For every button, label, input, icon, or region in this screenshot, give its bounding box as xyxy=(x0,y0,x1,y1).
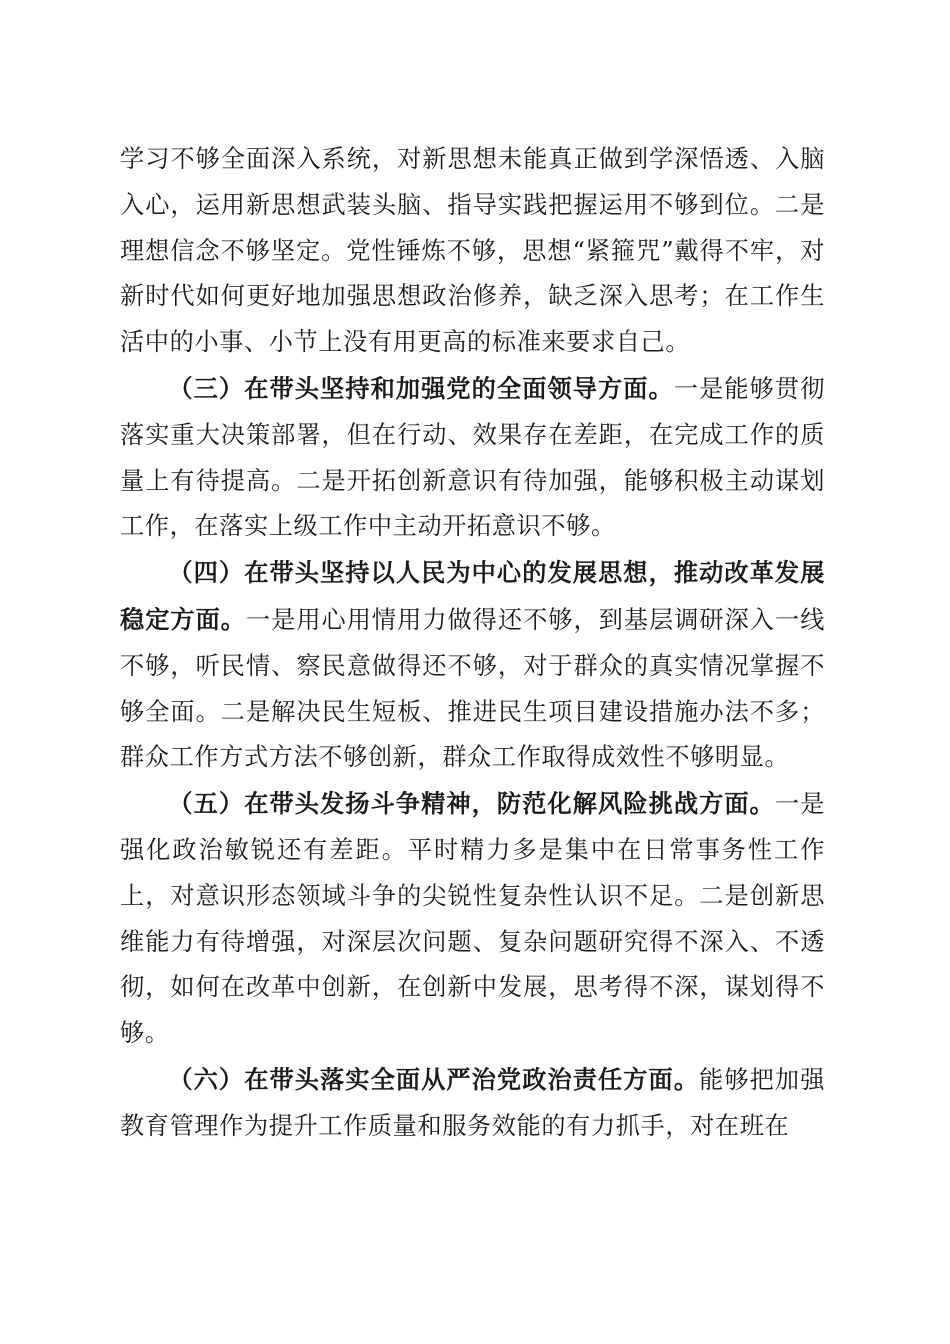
paragraph-party-governance xyxy=(120,1057,825,1150)
section-heading-4: （四）在带头坚持以人民为中心的发展思想，推动改革发展稳定方面。 xyxy=(120,558,825,634)
paragraph-body: 一是用心用情用力做得还不够，到基层调研深入一线不够，听民情、察民意做得还不够，对于群众的真实情况掌握不够全面。二是解决民生短板、推进民生项目建设措施办法不多；群众工作方式方法不够创新，群众工作取得成效性不够明显。 xyxy=(120,605,825,772)
section-heading-6: （六）在带头落实全面从严治党政治责任方面。 xyxy=(168,1064,700,1094)
paragraph-body: 能够把加强教育管理作为提升工作质量和服务效能的有力抓手，对在班在 xyxy=(120,1065,825,1140)
section-heading-3: （三）在带头坚持和加强党的全面领导方面。 xyxy=(168,373,674,403)
paragraph-struggle-spirit xyxy=(120,781,825,1057)
paragraph-body: 学习不够全面深入系统，对新思想未能真正做到学深悟透、入脑入心，运用新思想武装头脑、指导实践把握运用不够到位。二是理想信念不够坚定。党性锤炼不够，思想“紧箍咒”戴得不牢，对新时代如何更好地加强思想政治修养，缺乏深入思考；在工作生活中的小事、小节上没有用更高的标准来要求自己。 xyxy=(120,145,825,357)
paragraph-people-centered xyxy=(120,550,825,781)
paragraph-continuation xyxy=(120,137,825,366)
section-heading-5: （五）在带头发扬斗争精神，防范化解风险挑战方面。 xyxy=(168,789,775,819)
paragraph-body: 一是能够贯彻落实重大决策部署，但在行动、效果存在差距，在完成工作的质量上有待提高。二是开拓创新意识有待加强，能够积极主动谋划工作，在落实上级工作中主动开拓意识不够。 xyxy=(120,374,825,541)
paragraph-body: 一是强化政治敏锐还有差距。平时精力多是集中在日常事务性工作上，对意识形态领域斗争的尖锐性复杂性认识不足。二是创新思维能力有待增强，对深层次问题、复杂问题研究得不深入、不透彻，如何在改革中创新，在创新中发展，思考得不深，谋划得不够。 xyxy=(120,790,825,1048)
paragraph-leadership xyxy=(120,366,825,550)
document-page xyxy=(120,137,825,1150)
